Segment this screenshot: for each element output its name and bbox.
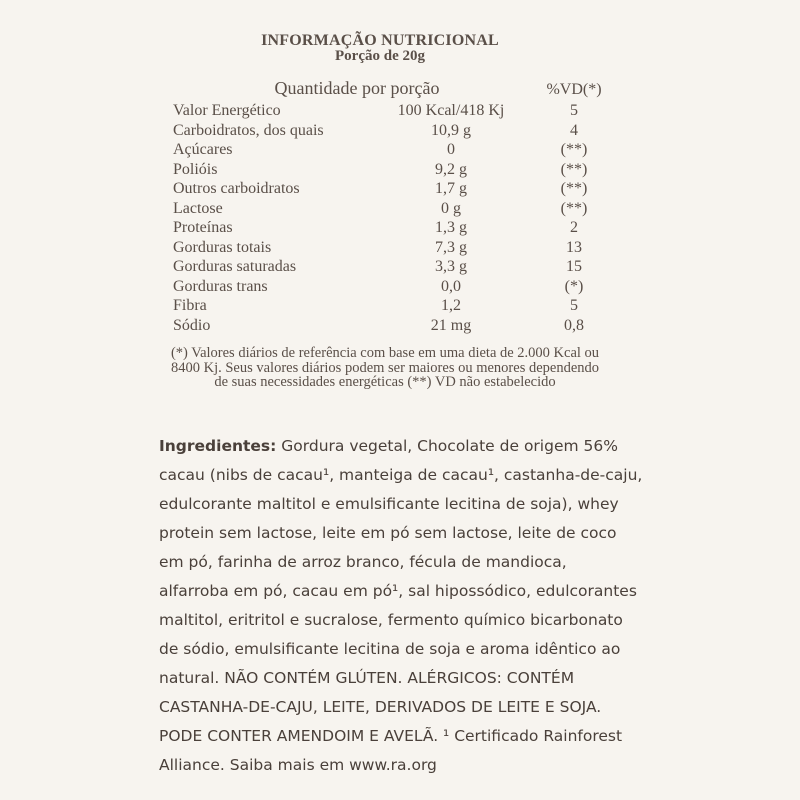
footnote-line: (*) Valores diários de referência com base em uma dieta de 2.000 Kcal ou <box>170 345 600 361</box>
nutrition-row <box>0 179 800 199</box>
ingredients-line <box>159 432 629 461</box>
nutrient-daily-value: 13 <box>566 238 582 256</box>
nutrient-quantity: 0 g <box>441 199 461 217</box>
nutrient-daily-value: 5 <box>570 297 578 314</box>
ingredients-block <box>159 432 643 780</box>
nutrition-table <box>0 101 800 335</box>
footnote-line: 8400 Kj. Seus valores diários podem ser maiores ou menores dependendo <box>170 359 600 376</box>
nutrition-row <box>0 101 800 121</box>
nutrition-row <box>0 316 800 336</box>
ingredients-line: em pó, farinha de arroz branco, fécula de mandioca, <box>159 553 567 571</box>
ingredients-line: PODE CONTER AMENDOIM E AVELÃ. ¹ Certificado Rainforest <box>159 727 623 745</box>
nutrient-name: Outros carboidratos <box>173 180 300 197</box>
nutrient-daily-value: (**) <box>560 160 588 178</box>
nutrient-quantity: 1,3 g <box>435 219 467 236</box>
nutrient-quantity: 10,9 g <box>431 121 471 139</box>
nutrition-row <box>0 160 800 180</box>
nutrient-name: Açúcares <box>173 141 233 158</box>
ingredients-line: alfarroba em pó, cacau em pó¹, sal hipossódico, edulcorantes <box>159 582 637 600</box>
nutrient-daily-value: 4 <box>570 121 578 139</box>
nutrient-name: Carboidratos, dos quais <box>173 121 324 139</box>
daily-value-footnote <box>150 346 620 390</box>
ingredients-line: edulcorante maltitol e emulsificante lecitina de soja), whey <box>159 495 619 513</box>
nutrition-row <box>0 199 800 219</box>
nutrient-name: Gorduras trans <box>173 277 268 295</box>
serving-size: Porção de 20g <box>335 48 425 64</box>
ingredients-line: natural. NÃO CONTÉM GLÚTEN. ALÉRGICOS: CONTÉM <box>159 669 575 687</box>
nutrient-quantity: 1,2 <box>441 297 461 314</box>
column-header-quantity: Quantidade por porção <box>274 78 440 98</box>
nutrient-quantity: 100 Kcal/418 Kj <box>397 102 505 119</box>
ingredients-line: cacau (nibs de cacau¹, manteiga de cacau¹, castanha-de-caju, <box>159 466 643 484</box>
nutrition-row <box>0 257 800 277</box>
nutrition-panel-title: INFORMAÇÃO NUTRICIONAL <box>261 32 499 49</box>
ingredients-line: de sódio, emulsificante lecitina de soja e aroma idêntico ao <box>159 640 621 658</box>
ingredients-label: Ingredientes: <box>159 437 277 455</box>
nutrient-name: Gorduras totais <box>173 238 272 256</box>
nutrition-row <box>0 296 800 316</box>
ingredients-line: CASTANHA-DE-CAJU, LEITE, DERIVADOS DE LEITE E SOJA. <box>159 698 602 716</box>
nutrient-quantity: 21 mg <box>430 316 472 334</box>
nutrient-daily-value: 15 <box>566 258 582 275</box>
nutrition-row <box>0 238 800 258</box>
nutrient-daily-value: (**) <box>560 180 588 197</box>
nutrient-daily-value: (**) <box>560 199 588 217</box>
nutrient-quantity: 0 <box>447 141 455 158</box>
nutrient-quantity: 3,3 g <box>435 258 467 275</box>
nutrient-name: Valor Energético <box>173 102 281 119</box>
nutrition-row <box>0 218 800 238</box>
nutrient-quantity: 9,2 g <box>435 160 467 178</box>
nutrient-daily-value: (*) <box>564 277 584 295</box>
nutrient-quantity: 0,0 <box>441 277 461 295</box>
ingredients-line: Alliance. Saiba mais em www.ra.org <box>159 756 437 774</box>
nutrient-name: Fibra <box>173 297 207 314</box>
nutrition-row <box>0 121 800 141</box>
ingredients-text: Gordura vegetal, Chocolate de origem 56% <box>276 437 618 455</box>
nutrient-name: Lactose <box>173 199 223 217</box>
nutrition-row <box>0 140 800 160</box>
footnote-line: de suas necessidades energéticas (**) VD não estabelecido <box>214 374 556 390</box>
nutrition-row <box>0 277 800 297</box>
nutrient-quantity: 7,3 g <box>435 238 467 256</box>
nutrient-quantity: 1,7 g <box>435 180 467 197</box>
nutrient-name: Sódio <box>173 316 211 334</box>
nutrient-daily-value: 0,8 <box>564 316 584 334</box>
ingredients-line: maltitol, eritritol e sucralose, fermento químico bicarbonato <box>159 611 623 629</box>
nutrient-daily-value: 2 <box>570 219 578 236</box>
nutrient-daily-value: 5 <box>570 102 578 119</box>
nutrient-name: Polióis <box>173 160 218 178</box>
column-header-daily-value: %VD(*) <box>546 81 602 98</box>
nutrient-name: Proteínas <box>173 219 233 236</box>
nutrient-daily-value: (**) <box>560 141 588 158</box>
nutrient-name: Gorduras saturadas <box>173 258 297 275</box>
ingredients-line: protein sem lactose, leite em pó sem lactose, leite de coco <box>159 524 617 542</box>
